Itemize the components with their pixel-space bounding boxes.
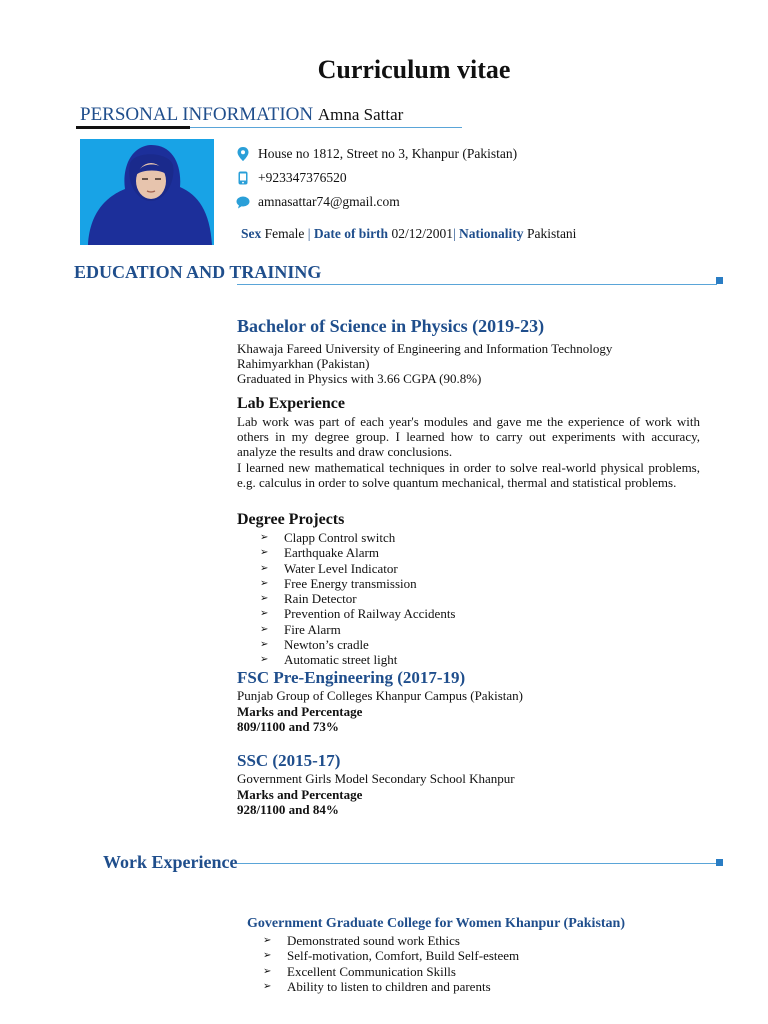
ssc-marks-label: Marks and Percentage [237, 787, 363, 803]
dob-value: 02/12/2001 [391, 226, 453, 241]
address-text: House no 1812, Street no 3, Khanpur (Pakistan) [258, 146, 518, 161]
fsc-title: FSC Pre-Engineering (2017-19) [237, 668, 466, 687]
fsc-marks: 809/1100 and 73% [237, 719, 339, 735]
fsc-details [237, 688, 700, 735]
document-title: Curriculum vitae [317, 55, 511, 84]
ssc-details [237, 771, 700, 818]
personal-details-line [241, 226, 576, 242]
nationality-label: Nationality [459, 226, 524, 241]
list-item: ➢ Clapp Control switch [260, 530, 396, 545]
education-heading: EDUCATION AND TRAINING [74, 262, 322, 282]
lab-heading: Lab Experience [237, 395, 345, 412]
bs-line: Graduated in Physics with 3.66 CGPA (90.8%) [237, 371, 482, 387]
fsc-marks-label: Marks and Percentage [237, 704, 363, 720]
projects-list [260, 530, 456, 668]
arrowhead-bullet-icon: ➢ [260, 654, 269, 666]
email-row [236, 194, 400, 210]
ssc-marks: 928/1100 and 84% [237, 802, 339, 818]
list-item: ➢ Earthquake Alarm [260, 545, 379, 561]
list-item: ➢ Prevention of Railway Accidents [260, 606, 456, 622]
nationality-value: Pakistani [526, 226, 577, 241]
arrowhead-bullet-icon: ➢ [260, 532, 269, 543]
applicant-name: Amna Sattar [317, 105, 404, 124]
arrowhead-bullet-icon: ➢ [260, 577, 269, 589]
arrowhead-bullet-icon: ➢ [263, 965, 272, 977]
location-pin-icon [236, 147, 250, 161]
ssc-title: SSC (2015-17) [237, 751, 341, 770]
list-item: ➢ Demonstrated sound work Ethics [263, 933, 460, 948]
arrowhead-bullet-icon: ➢ [263, 980, 272, 992]
personal-info-heading [80, 104, 403, 126]
work-rule [237, 863, 717, 864]
arrowhead-bullet-icon: ➢ [260, 547, 269, 559]
separator: | [452, 226, 456, 241]
dob-label: Date of birth [313, 226, 389, 241]
list-item: ➢ Automatic street light [260, 652, 398, 668]
arrowhead-bullet-icon: ➢ [260, 623, 269, 635]
work-heading: Work Experience [103, 852, 238, 872]
arrowhead-bullet-icon: ➢ [260, 639, 269, 651]
bs-details [237, 341, 700, 387]
list-item: ➢ Water Level Indicator [260, 560, 398, 576]
arrowhead-bullet-icon: ➢ [260, 593, 269, 605]
heading-underline-blue [190, 127, 462, 128]
lab-paragraph: Lab work was part of each year's modules and gave me the experience of work with others in my degree group. I learned how to carry out experiments with accuracy, analyze the results and draw conclusions. [237, 414, 700, 460]
arrowhead-bullet-icon: ➢ [263, 950, 272, 962]
list-item: ➢ Self-motivation, Comfort, Build Self-esteem [263, 948, 520, 964]
email-text[interactable]: amnasattar74@gmail.com [258, 194, 400, 209]
list-item: ➢ Fire Alarm [260, 621, 341, 637]
separator: | [307, 226, 311, 241]
projects-heading: Degree Projects [237, 511, 345, 528]
heading-underline-dark [76, 126, 190, 129]
fsc-school: Punjab Group of Colleges Khanpur Campus (Pakistan) [237, 688, 523, 703]
sex-label: Sex [241, 226, 262, 241]
arrowhead-bullet-icon: ➢ [260, 562, 269, 574]
sex-value: Female [264, 226, 305, 241]
mobile-phone-icon [236, 171, 250, 185]
phone-row [236, 170, 347, 186]
bs-title: Bachelor of Science in Physics (2019-23) [237, 316, 545, 336]
work-list [263, 933, 519, 994]
profile-photo [80, 139, 214, 245]
ssc-school: Government Girls Model Secondary School Khanpur [237, 771, 515, 786]
education-rule [237, 284, 717, 285]
list-item: ➢ Newton’s cradle [260, 637, 369, 653]
address-row [236, 146, 517, 162]
list-item: ➢ Excellent Communication Skills [263, 963, 456, 979]
lab-text [237, 414, 700, 490]
bs-line: Rahimyarkhan (Pakistan) [237, 356, 370, 372]
bs-line: Khawaja Fareed University of Engineering and Information Technology [237, 341, 613, 356]
list-item: ➢ Ability to listen to children and parents [263, 978, 491, 994]
list-item: ➢ Free Energy transmission [260, 575, 417, 591]
personal-info-label: PERSONAL INFORMATION [80, 104, 314, 125]
list-item: ➢ Rain Detector [260, 591, 357, 607]
employer-name: Government Graduate College for Women Khanpur (Pakistan) [247, 916, 625, 931]
chat-bubble-icon [236, 195, 250, 209]
lab-paragraph: I learned new mathematical techniques in order to solve real-world physical problems, e.g. calculus in order to solve quantum mechanical, thermal and statistical problems. [237, 459, 700, 490]
rule-end-square [716, 859, 723, 866]
rule-end-square [716, 277, 723, 284]
arrowhead-bullet-icon: ➢ [263, 935, 272, 946]
phone-text: +923347376520 [258, 170, 347, 185]
arrowhead-bullet-icon: ➢ [260, 608, 269, 620]
